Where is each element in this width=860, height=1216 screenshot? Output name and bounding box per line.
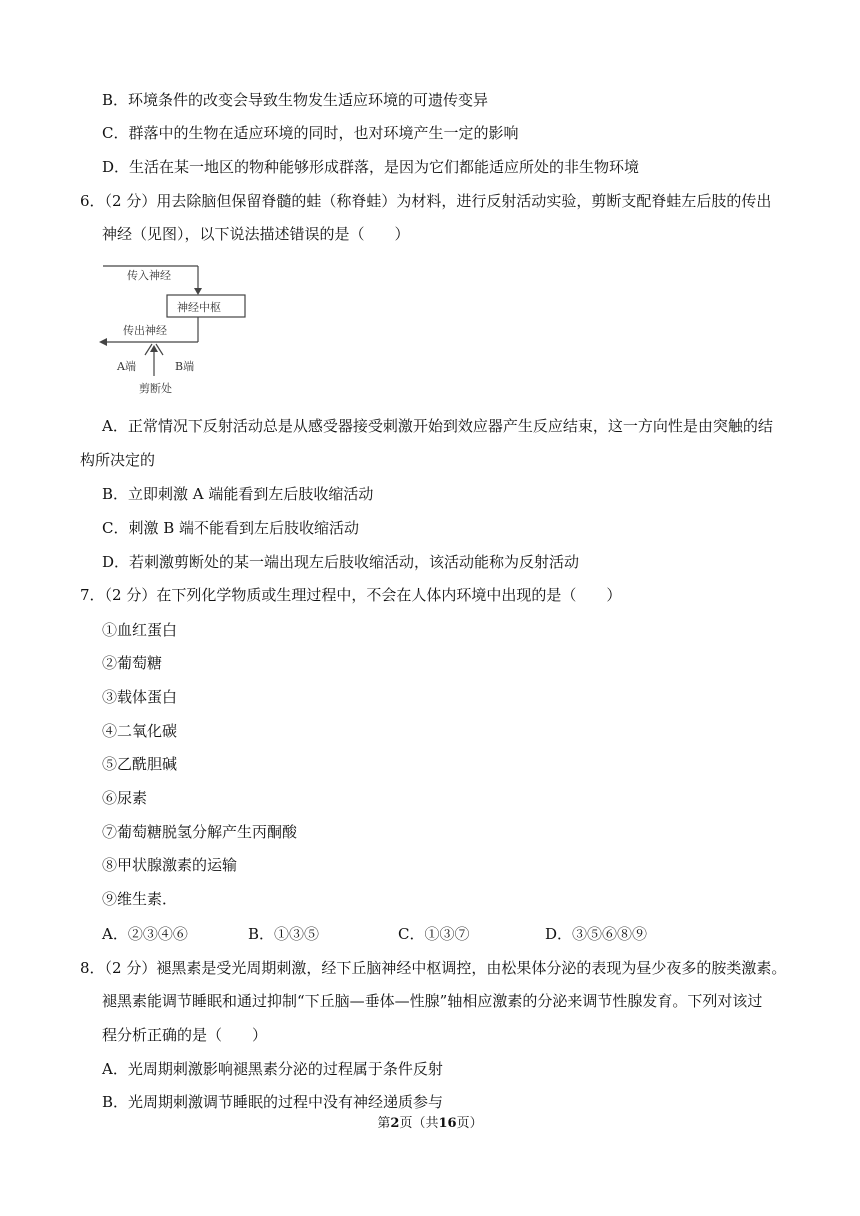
q5-option-d: D．生活在某一地区的物种能够形成群落，是因为它们都能适应所处的非生物环境 <box>102 158 640 176</box>
q6-option-b: B．立即刺激 A 端能看到左后肢收缩活动 <box>102 485 374 503</box>
q7-item: ⑨维生素． <box>102 890 178 908</box>
end-b-label: B端 <box>175 360 195 373</box>
footer-total-pages: 16 <box>438 1116 457 1131</box>
nerve-center-label: 神经中枢 <box>177 301 221 314</box>
footer-page-number: 2 <box>390 1116 400 1131</box>
q7-item: ①血红蛋白 <box>102 621 178 639</box>
q6-option-c: C．刺激 B 端不能看到左后肢收缩活动 <box>102 519 360 537</box>
q7-answer-d: D．③⑤⑥⑧⑨ <box>545 925 648 943</box>
q7-stem: 7．（2 分）在下列化学物质或生理过程中，不会在人体内环境中出现的是（ ） <box>80 586 622 604</box>
q6-stem-line2: 神经（见图），以下说法描述错误的是（ ） <box>102 225 410 243</box>
efferent-nerve-label: 传出神经 <box>123 324 167 337</box>
q7-item: ⑧甲状腺激素的运输 <box>102 856 238 874</box>
page-footer <box>0 1112 860 1131</box>
q7-answer-a: A．②③④⑥ <box>102 925 188 943</box>
q8-stem-line3: 程分析正确的是（ ） <box>102 1026 268 1044</box>
q7-answer-b: B．①③⑤ <box>248 925 320 943</box>
footer-suffix: 页） <box>456 1116 483 1131</box>
q7-item: ⑤乙酰胆碱 <box>102 755 178 773</box>
q7-item: ⑥尿素 <box>102 789 148 807</box>
end-a-label: A端 <box>117 360 136 373</box>
reflex-arc-figure <box>95 258 255 400</box>
footer-prefix: 第 <box>377 1116 391 1131</box>
q7-item: ③载体蛋白 <box>102 688 178 706</box>
footer-middle: 页（共 <box>399 1116 439 1131</box>
q8-stem-line1: 8．（2 分）褪黑素是受光周期刺激，经下丘脑神经中枢调控，由松果体分泌的表现为昼少夜多的胺类激素。 <box>80 959 787 977</box>
q7-answer-c: C．①③⑦ <box>398 925 470 943</box>
q6-option-d: D．若刺激剪断处的某一端出现左后肢收缩活动，该活动能称为反射活动 <box>102 553 580 571</box>
q6-option-a-line1: A．正常情况下反射活动总是从感受器接受刺激开始到效应器产生反应结束，这一方向性是由突触的结 <box>102 417 773 435</box>
q6-stem-line1: 6．（2 分）用去除脑但保留脊髓的蛙（称脊蛙）为材料，进行反射活动实验，剪断支配脊蛙左后肢的传出 <box>80 192 772 210</box>
q7-item: ⑦葡萄糖脱氢分解产生丙酮酸 <box>102 823 298 841</box>
cut-point-label: 剪断处 <box>139 382 172 395</box>
q5-option-b: B．环境条件的改变会导致生物发生适应环境的可遗传变异 <box>102 91 489 109</box>
q8-stem-line2: 褪黑素能调节睡眠和通过抑制“下丘脑—垂体—性腺”轴相应激素的分泌来调节性腺发育。下列对该过 <box>102 992 763 1010</box>
afferent-nerve-label: 传入神经 <box>127 269 171 282</box>
q6-option-a-line2: 构所决定的 <box>80 451 156 469</box>
q8-option-a: A．光周期刺激影响褪黑素分泌的过程属于条件反射 <box>102 1060 443 1078</box>
q7-item: ②葡萄糖 <box>102 654 163 672</box>
q5-option-c: C．群落中的生物在适应环境的同时，也对环境产生一定的影响 <box>102 124 519 142</box>
q7-item: ④二氧化碳 <box>102 722 178 740</box>
q8-option-b: B．光周期刺激调节睡眠的过程中没有神经递质参与 <box>102 1093 444 1111</box>
